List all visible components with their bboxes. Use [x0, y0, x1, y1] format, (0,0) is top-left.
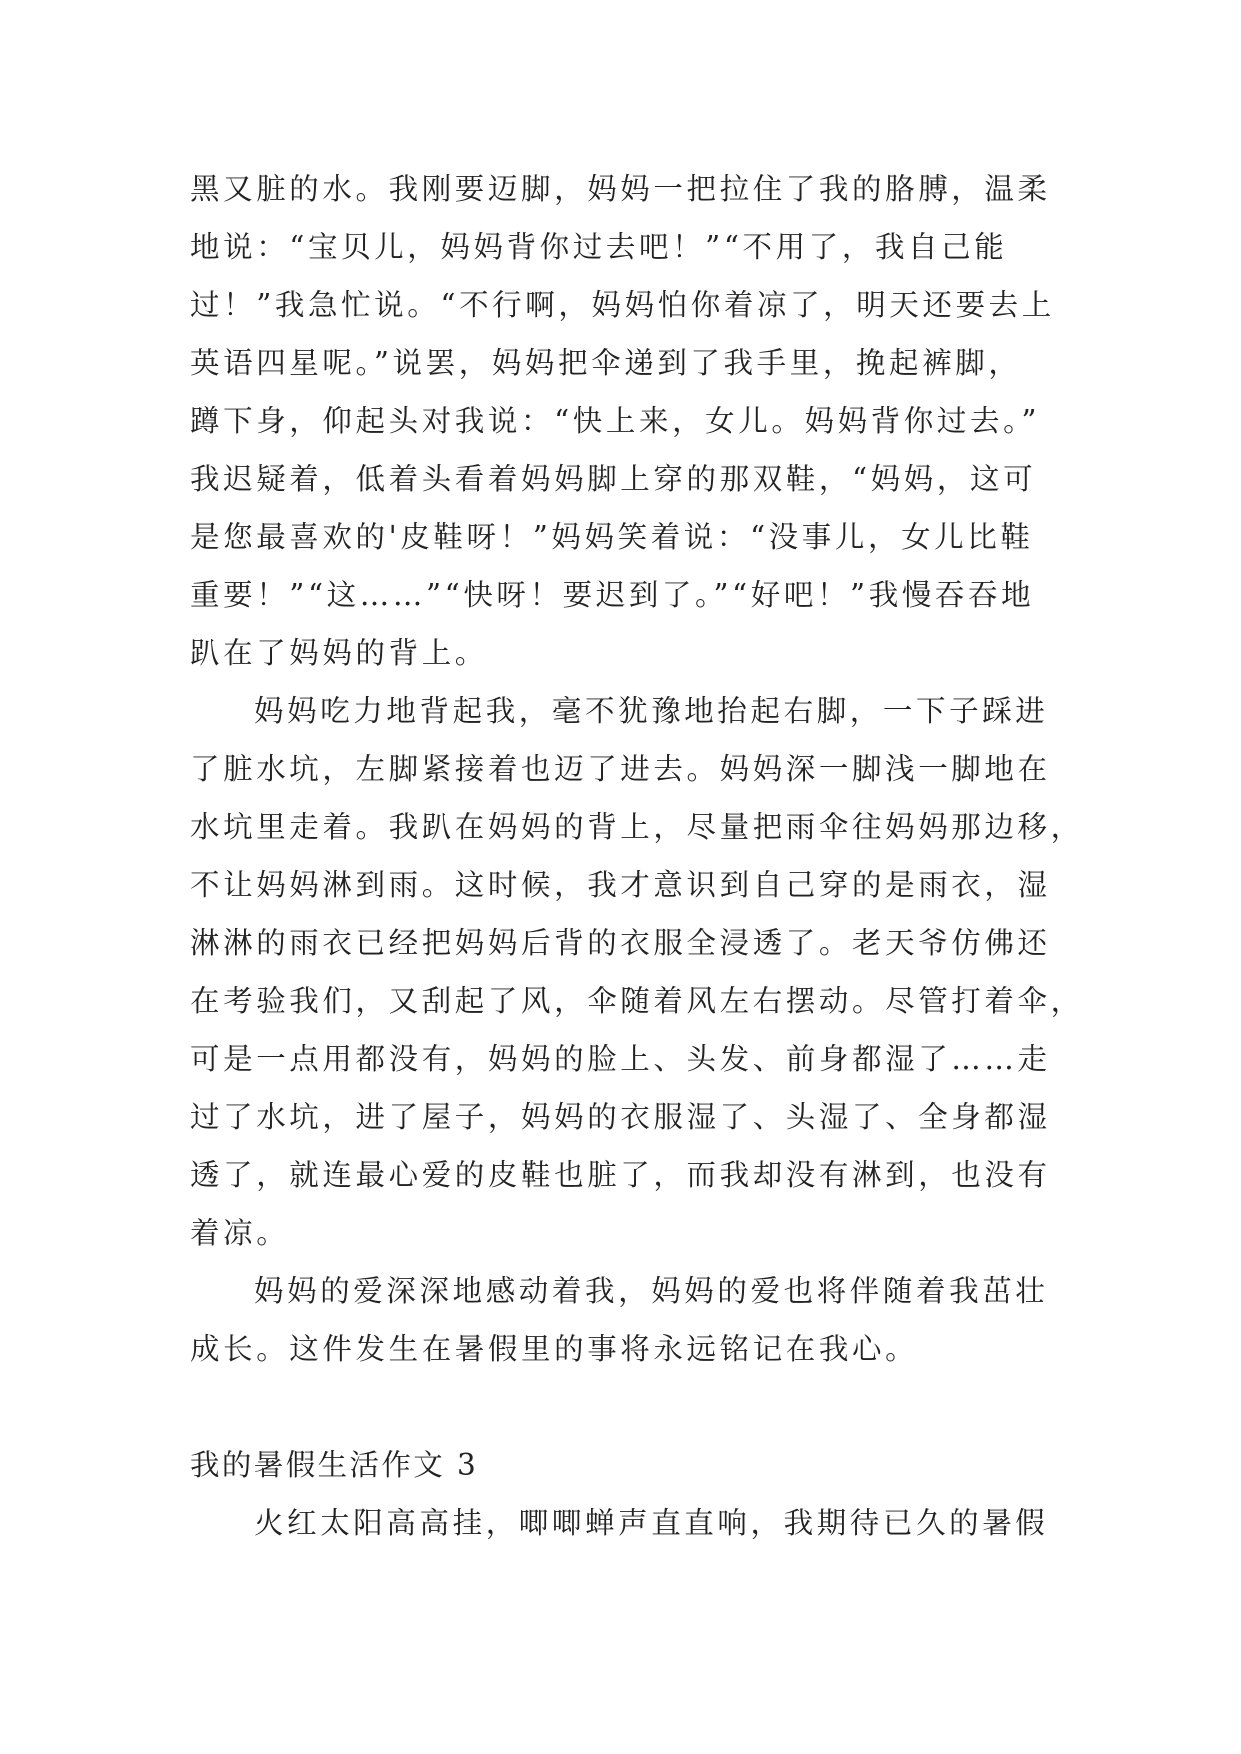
document-body [190, 160, 1084, 1552]
text-line: 妈妈的爱深深地感动着我，妈妈的爱也将伴随着我茁壮 [254, 1274, 1049, 1308]
text-line: 妈妈吃力地背起我，毫不犹豫地抬起右脚，一下子踩进 [254, 694, 1049, 728]
text-line: 黑又脏的水。我刚要迈脚，妈妈一把拉住了我的胳膊，温柔 [190, 172, 1051, 206]
text-line: 重要！”“这……”“快呀！要迟到了。”“好吧！”我慢吞吞地 [190, 578, 1035, 612]
section-spacer [190, 1378, 1070, 1436]
text-line: 不让妈妈淋到雨。这时候，我才意识到自己穿的是雨衣，湿 [190, 868, 1051, 902]
text-line: 过了水坑，进了屋子，妈妈的衣服湿了、头湿了、全身都湿 [190, 1100, 1051, 1134]
section-heading: 我的暑假生活作文 3 [190, 1448, 479, 1482]
text-line: 趴在了妈妈的背上。 [190, 636, 488, 670]
text-line: 地说：“宝贝儿，妈妈背你过去吧！”“不用了，我自己能 [190, 230, 1008, 264]
text-line: 着凉。 [190, 1216, 290, 1250]
text-line: 水坑里走着。我趴在妈妈的背上，尽量把雨伞往妈妈那边移， [190, 810, 1084, 844]
text-line: 在考验我们，又刮起了风，伞随着风左右摆动。尽管打着伞， [190, 984, 1084, 1018]
paragraph-1 [190, 160, 1070, 682]
text-line: 英语四星呢。”说罢，妈妈把伞递到了我手里，挽起裤脚， [190, 346, 1022, 380]
text-line: 可是一点用都没有，妈妈的脸上、头发、前身都湿了……走 [190, 1042, 1051, 1076]
paragraph-2 [190, 682, 1084, 1262]
text-line: 成长。这件发生在暑假里的事将永远铭记在我心。 [190, 1332, 919, 1366]
text-line: 火红太阳高高挂，唧唧蝉声直直响，我期待已久的暑假 [254, 1506, 1049, 1540]
text-line: 蹲下身，仰起头对我说：“快上来，女儿。妈妈背你过去。” [190, 404, 1041, 438]
text-line: 过！”我急忙说。“不行啊，妈妈怕你着凉了，明天还要去上 [190, 288, 1055, 322]
text-line: 淋淋的雨衣已经把妈妈后背的衣服全浸透了。老天爷仿佛还 [190, 926, 1051, 960]
text-line: 透了，就连最心爱的皮鞋也脏了，而我却没有淋到，也没有 [190, 1158, 1051, 1192]
text-line: 了脏水坑，左脚紧接着也迈了进去。妈妈深一脚浅一脚地在 [190, 752, 1051, 786]
text-line: 是您最喜欢的'皮鞋呀！”妈妈笑着说：“没事儿，女儿比鞋 [190, 520, 1034, 554]
paragraph-4 [190, 1494, 1070, 1552]
paragraph-3 [190, 1262, 1070, 1378]
text-line: 我迟疑着，低着头看着妈妈脚上穿的那双鞋，“妈妈，这可 [190, 462, 1037, 496]
